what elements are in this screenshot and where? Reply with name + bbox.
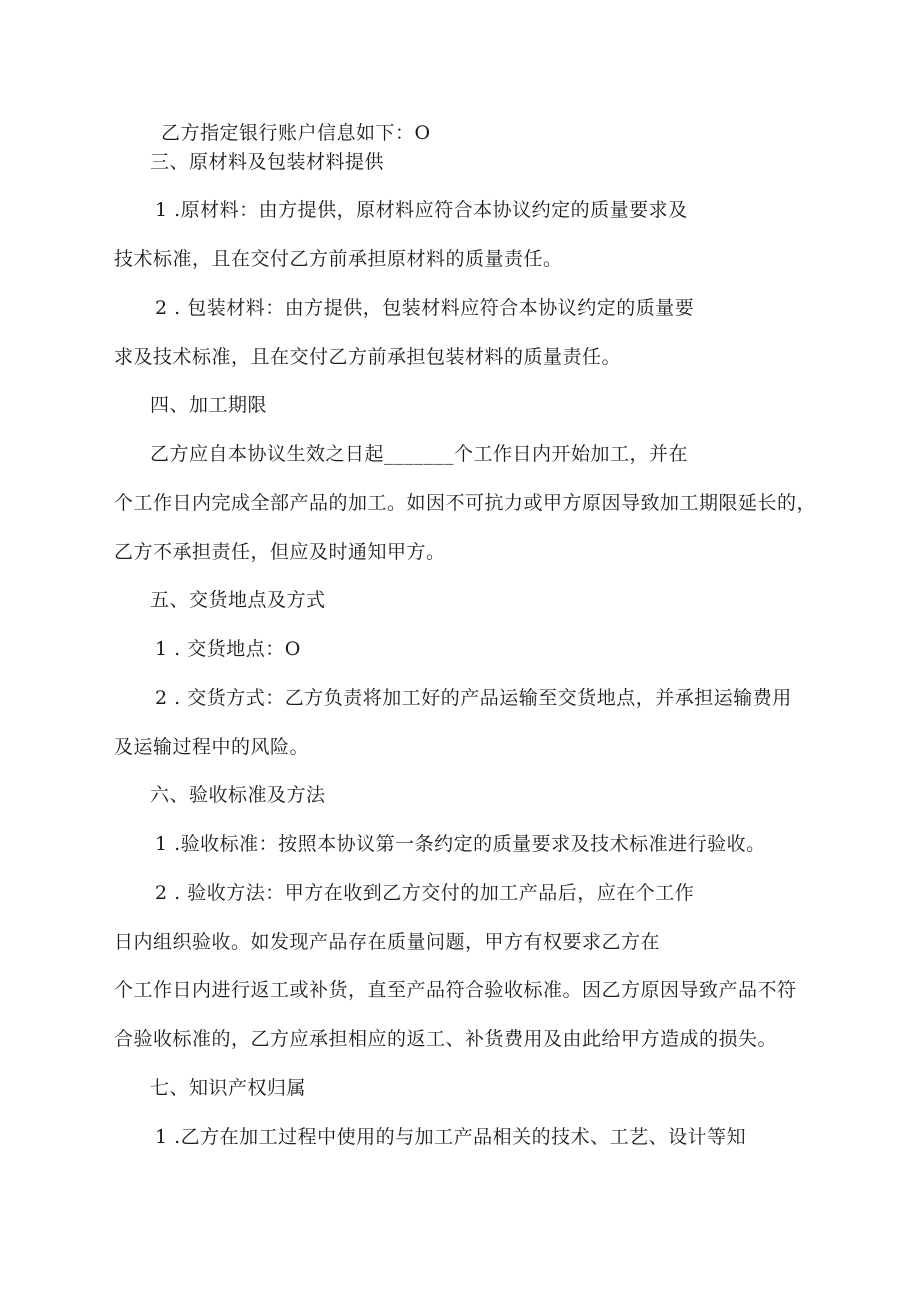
clause-acceptance-method-cont: 日内组织验收。如发现产品存在质量问题，甲方有权要求乙方在 [114,931,661,953]
clause-ip: 1 .乙方在加工过程中使用的与加工产品相关的技术、工艺、设计等知 [155,1126,747,1148]
clause-raw-materials: 1 .原材料：由方提供，原材料应符合本协议约定的质量要求及 [155,199,688,221]
clause-packaging-cont: 求及技术标准，且在交付乙方前承担包装材料的质量责任。 [114,346,622,368]
clause-acceptance-standard: 1 .验收标准：按照本协议第一条约定的质量要求及技术标准进行验收。 [155,833,766,855]
section-heading-period: 四、加工期限 [150,394,268,416]
clause-acceptance-method-cont-2: 个工作日内进行返工或补货，直至产品符合验收标准。因乙方原因导致产品不符 [114,979,797,1001]
section-heading-delivery: 五、交货地点及方式 [150,589,326,611]
clause-delivery-method: 2 . 交货方式：乙方负责将加工好的产品运输至交货地点，并承担运输费用 [155,687,792,709]
clause-delivery-place: 1 . 交货地点：O [155,638,301,660]
clause-period-cont: 个工作日内完成全部产品的加工。如因不可抗力或甲方原因导致加工期限延长的， [114,492,817,514]
clause-acceptance-method-cont-3: 合验收标准的，乙方应承担相应的返工、补货费用及由此给甲方造成的损失。 [114,1028,778,1050]
clause-raw-materials-cont: 技术标准，且在交付乙方前承担原材料的质量责任。 [114,248,563,270]
bank-account-line: 乙方指定银行账户信息如下：O [161,122,431,144]
clause-packaging: 2 . 包装材料：由方提供，包装材料应符合本协议约定的质量要 [155,297,695,319]
section-heading-materials: 三、原材料及包装材料提供 [150,151,385,173]
section-heading-acceptance: 六、验收标准及方法 [150,784,326,806]
clause-period-cont-2: 乙方不承担责任，但应及时通知甲方。 [114,541,446,563]
clause-acceptance-method: 2 . 验收方法：甲方在收到乙方交付的加工产品后，应在个工作 [155,882,695,904]
section-heading-ip: 七、知识产权归属 [150,1077,307,1099]
clause-delivery-method-cont: 及运输过程中的风险。 [114,736,310,758]
clause-period: 乙方应自本协议生效之日起_______个工作日内开始加工，并在 [150,443,689,465]
